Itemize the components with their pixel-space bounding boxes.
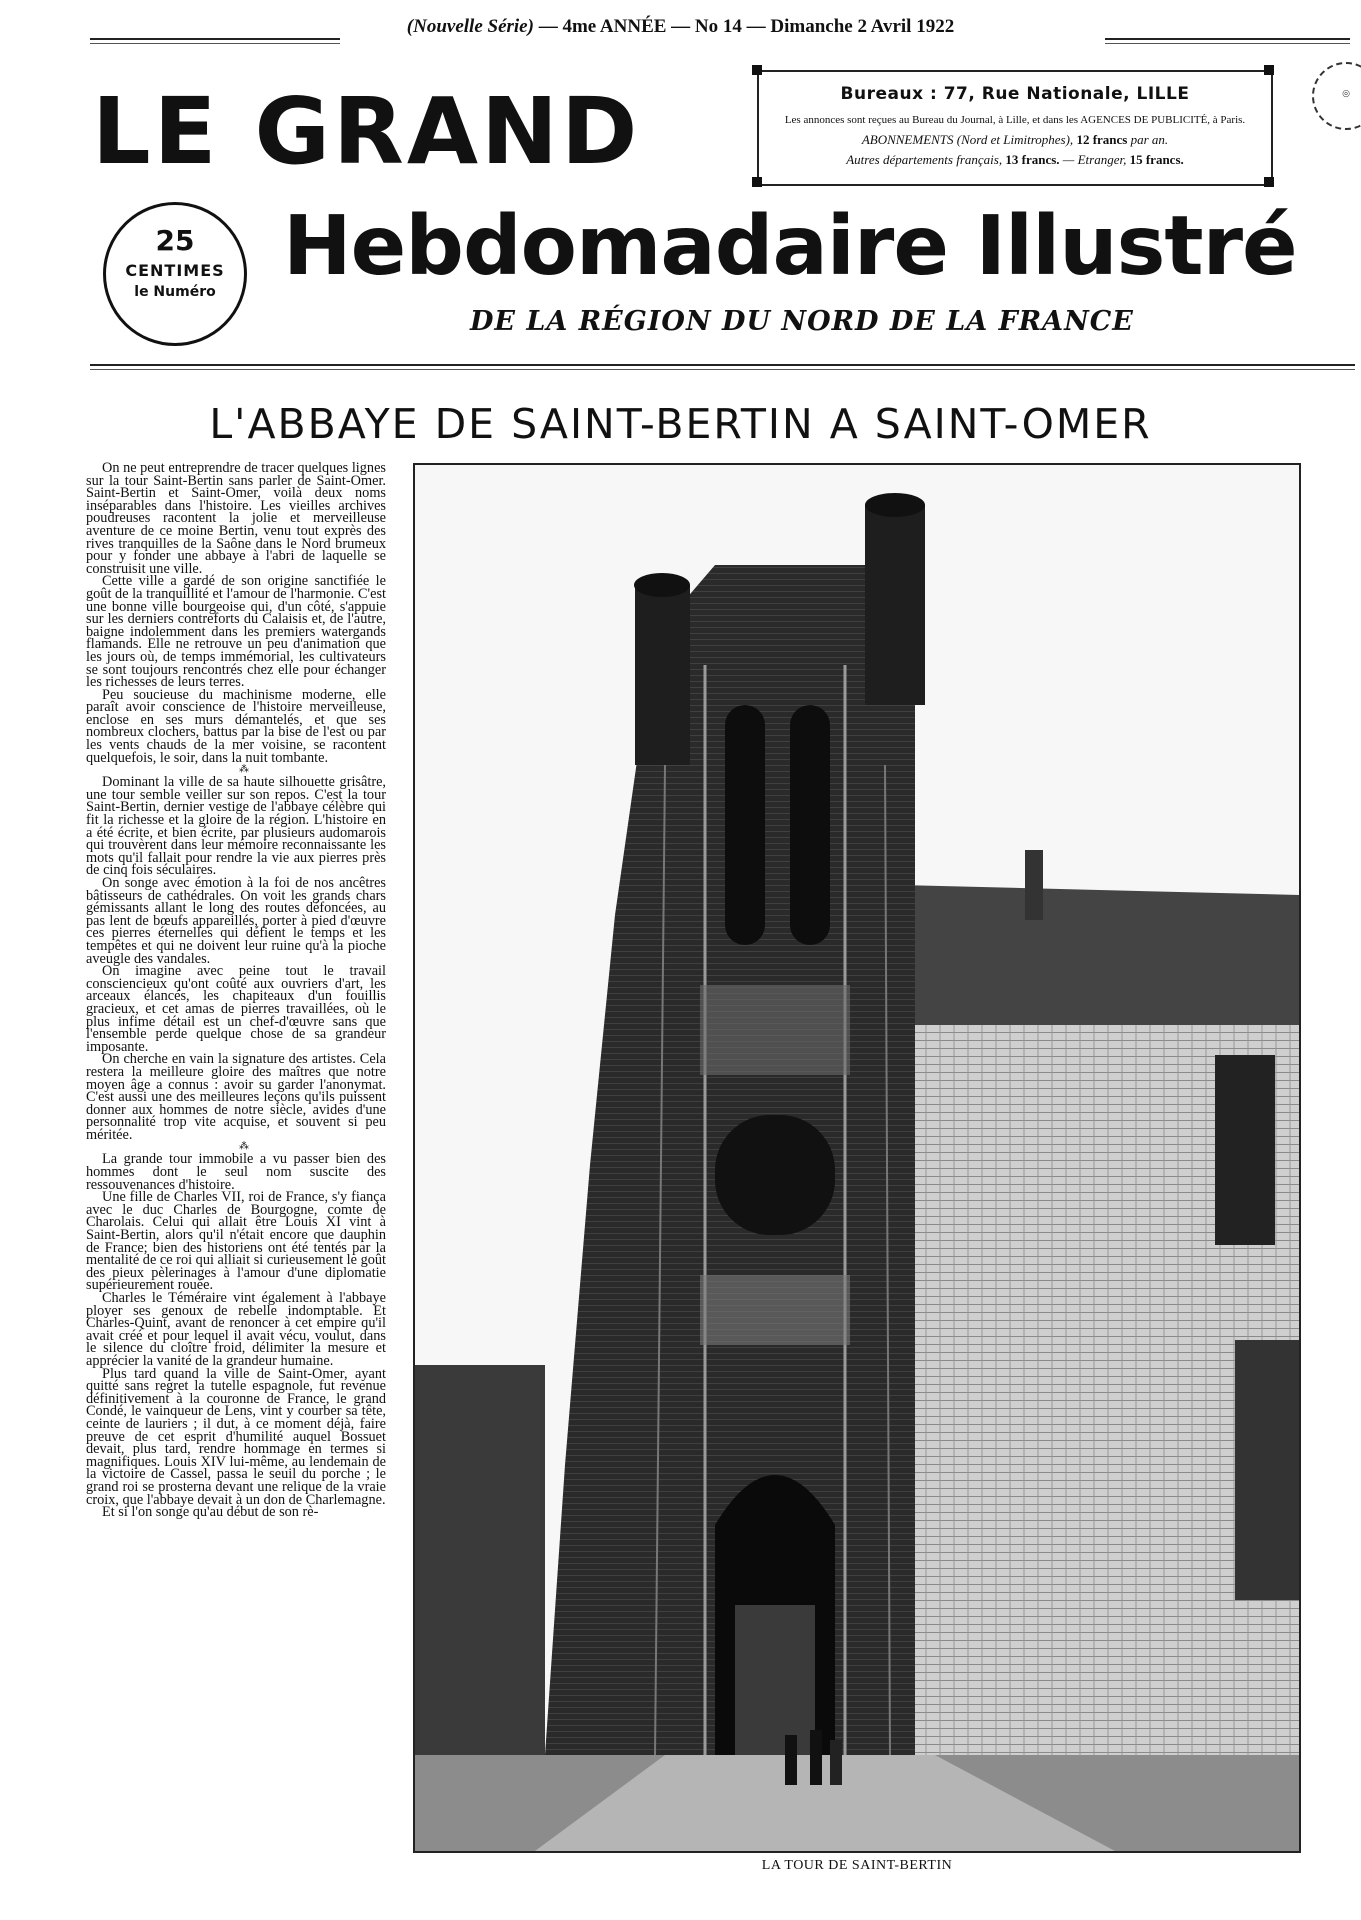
box-corner-ornament: [752, 65, 762, 75]
photo-caption: LA TOUR DE SAINT-BERTIN: [761, 1858, 953, 1873]
price-unit: CENTIMES: [125, 261, 225, 280]
article-paragraph: Dominant la ville de sa haute silhouette grisâtre, une tour semble veiller sur son repos. C'est la tour Saint-Bertin, dernier vestige de l'abbaye célèbre qui fit la richesse et la gloire de la région. L'histoire en a été écrite, et bien écrite, par plusieurs audomarois qui trouvèrent dans leur mémoire reconnaissante les mots qu'il fallait pour rendre la vie aux pierres près de cinq fois séculaires.: [86, 774, 386, 879]
issue-line: [0, 16, 1361, 38]
article-body: [86, 462, 386, 1519]
masthead-subtitle: DE LA RÉGION DU NORD DE LA FRANCE: [470, 306, 1134, 337]
article-paragraph: Une fille de Charles VII, roi de France, s'y fiança avec le duc Charles de Bourgogne, comte de Charolais. Celui qui allait être Louis XI vint à Saint-Bertin, alors qu'il n'était encore que dauphin de France; bien des historiens ont été tentés par la mentalité de ce roi qui alliait si curieusement le goût des pieux pèlerinages à l'amour d'une diplomatie supérieurement rouée.: [86, 1189, 386, 1294]
article-paragraph: Plus tard quand la ville de Saint-Omer, ayant quitté sans regret la tutelle espagnole, fut revenue définitivement à la couronne de France, le grand Condé, le vainqueur de Lens, vint y courber sa tête, ceinte de lauriers ; il dut, à ce moment déjà, faire preuve de cet esprit d'humilité auquel Bossuet devait, plus tard, rendre hommage en termes si magnifiques. Louis XIV lui-même, au lendemain de la victoire de Cassel, passa le seuil du porche ; le grand roi se prosterna devant une relique de la vraie croix, que l'abbaye devait à un don de Charlemagne.: [86, 1365, 386, 1508]
library-stamp-icon: ◎: [1312, 62, 1361, 130]
article-headline: L'ABBAYE DE SAINT-BERTIN A SAINT-OMER: [209, 400, 1152, 448]
box-corner-ornament: [752, 177, 762, 187]
box-corner-ornament: [1264, 177, 1274, 187]
price-per: le Numéro: [134, 284, 216, 300]
bureaux-address: Bureaux : 77, Rue Nationale, LILLE: [840, 84, 1190, 104]
series-label: (Nouvelle Série): [406, 16, 534, 37]
issue-info: — 4me ANNÉE — No 14 — Dimanche 2 Avril 1922: [533, 16, 955, 37]
article-paragraph: On songe avec émotion à la foi de nos ancêtres bâtisseurs de cathédrales. On voit les grands chars gémissants allant le long des routes défoncées, au pas lent de bœufs appareillés, porter à pied d'œuvre ces pierres éternelles qui défient le temps et les tempêtes et qui ne doivent leur ruine qu'à la pioche aveugle des vandales.: [86, 875, 386, 967]
price-badge: [103, 202, 247, 346]
subscription-rates-2: Autres départements français, 13 francs. — Etranger, 15 francs.: [846, 152, 1184, 167]
tower-photo-illustration: [415, 465, 1299, 1851]
advertising-notice: Les annonces sont reçues au Bureau du Journal, à Lille, et dans les AGENCES DE PUBLICITÉ, à Paris.: [784, 114, 1246, 126]
article-paragraph: La grande tour immobile a vu passer bien des hommes dont le seul nom suscite des ressouvenances d'histoire.: [86, 1151, 386, 1193]
article-paragraph: On imagine avec peine tout le travail consciencieux qu'ont coûté aux ouvriers d'art, les arceaux élancés, les chapiteaux d'un fouillis gracieux, et cet amas de pierres travaillées, où le plus infime détail est un chef-d'œuvre sans que l'ensemble perde quelque chose de sa grandeur imposante.: [86, 963, 386, 1055]
article-paragraph: On cherche en vain la signature des artistes. Cela restera la meilleure gloire des maîtres que notre moyen âge a connus : avoir su garder l'anonymat. C'est aussi une des meilleures leçons qu'ils puissent donner aux hommes de notre siècle, avides d'une personnalité trop vite acquise, et souvent si peu méritée.: [86, 1051, 386, 1143]
masthead-rule: [90, 364, 1355, 370]
section-separator: ⁂: [239, 764, 249, 776]
subscription-rates-1: ABONNEMENTS (Nord et Limitrophes), 12 francs par an.: [861, 131, 1169, 147]
box-corner-ornament: [1264, 65, 1274, 75]
article-paragraph: On ne peut entreprendre de tracer quelques lignes sur la tour Saint-Bertin sans parler de Saint-Omer. Saint-Bertin et Saint-Omer, voilà deux noms inséparables dans l'histoire. Les vieilles archives poudreuses racontent la jolie et merveilleuse aventure de ce moine Bertin, venu tout exprès des rives tranquilles de la Saône dans le Nord brumeux pour y fonder une abbaye à l'abri de laquelle se construisit une ville.: [86, 460, 386, 577]
top-rule-right: [1105, 38, 1350, 44]
article-paragraph: Cette ville a gardé de son origine sanctifiée le goût de la tranquillité et l'amour de l'harmonie. C'est une bonne ville bourgeoise qui, d'un côté, s'appuie sur les derniers contreforts du Calaisis et, de l'autre, baigne indolemment dans les premiers watergands flamands. Elle ne retrouve un peu d'animation que les jours où, de temps immémorial, les cultivateurs se sont toujours rencontrés chez elle pour échanger les richesses de leurs terres.: [86, 573, 386, 691]
article-paragraph: Charles le Téméraire vint également à l'abbaye ployer ses genoux de rebelle indomptable. Et Charles-Quint, avant de renoncer à cet empire qu'il avait créé et pour lequel il avait vécu, voulut, dans le silence du cloître froid, délimiter la mesure et apprécier la vanité de la grandeur humaine.: [86, 1290, 386, 1369]
top-rule-left: [90, 38, 340, 44]
masthead-title-line2: Hebdomadaire Illustré: [283, 199, 1297, 294]
masthead-title-line1: LE GRAND: [92, 78, 641, 185]
article-paragraph: Et si l'on songe qu'au début de son rè-: [102, 1504, 319, 1521]
section-separator: ⁂: [239, 1141, 249, 1153]
article-paragraph: Peu soucieuse du machinisme moderne, elle paraît avoir conscience de l'histoire merveilleuse, enclose en ses murs démantelés, et que ses nombreux clochers, battus par la bise de l'est ou par les vents chauds de la mer voisine, se racontent quelquefois, le soir, dans la nuit tombante.: [86, 686, 386, 766]
price-amount: 25: [155, 224, 195, 257]
tower-photograph: [413, 463, 1301, 1853]
subscription-box: [757, 70, 1273, 186]
